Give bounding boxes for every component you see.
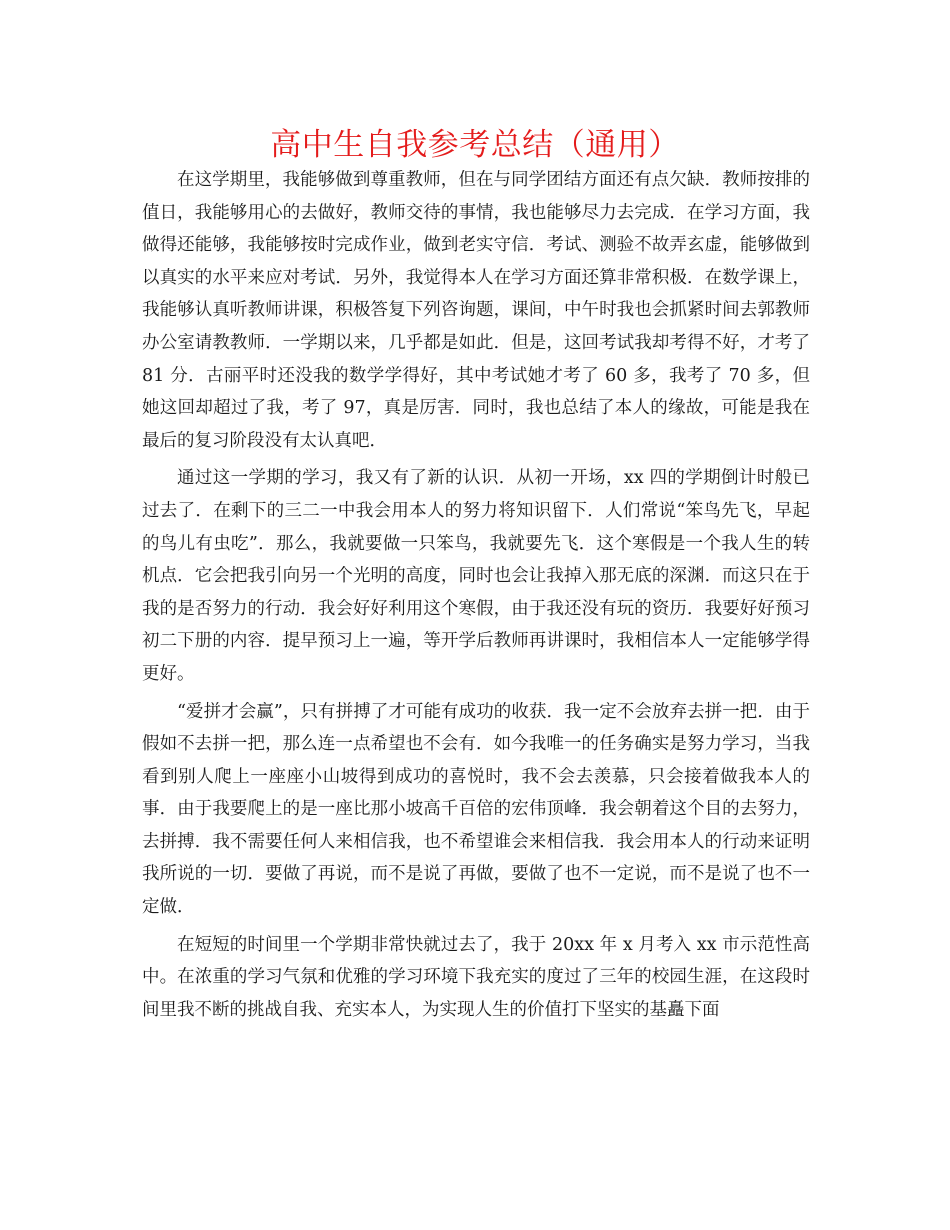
document-body (142, 164, 810, 1031)
paragraph-4: 在短短的时间里一个学期非常快就过去了，我于 20xx 年 x 月考入 xx 市示范性高中。在浓重的学习气氛和优雅的学习环境下我充实的度过了三年的校园生涯，在这段时间里我不断的挑战自我、充实本人，为实现人生的价值打下坚实的基矗下面 (142, 934, 810, 1020)
paragraph-1: 在这学期里，我能够做到尊重教师，但在与同学团结方面还有点欠缺．教师按排的值日，我能够用心的去做好，教师交待的事情，我也能够尽力去完成．在学习方面，我做得还能够，我能够按时完成作业，做到老实守信．考试、测验不故弄玄虚，能够做到以真实的水平来应对考试．另外，我觉得本人在学习方面还算非常积极．在数学课上，我能够认真听教师讲课，积极答复下列咨询题，课间，中午时我也会抓紧时间去郭教师办公室请教教师．一学期以来，几乎都是如此．但是，这回考试我却考得不好，才考了 81 分．古丽平时还没我的数学学得好，其中考试她才考了 60 多，我考了 70 多，但她这回却超过了我，考了 97，真是厉害．同时，我也总结了本人的缘故，可能是我在最后的复习阶段没有太认真吧． (142, 170, 810, 451)
paragraph-2: 通过这一学期的学习，我又有了新的认识．从初一开场，xx 四的学期倒计时般已过去了．在剩下的三二一中我会用本人的努力将知识留下．人们常说“笨鸟先飞，早起的鸟儿有虫吃”．那么，我就要做一只笨鸟，我就要先飞．这个寒假是一个我人生的转机点．它会把我引向另一个光明的高度，同时也会让我掉入那无底的深渊．而这只在于我的是否努力的行动．我会好好利用这个寒假，由于我还没有玩的资历．我要好好预习初二下册的内容．提早预习上一遍，等开学后教师再讲课时，我相信本人一定能够学得更好。 (142, 468, 810, 684)
document-title: 高中生自我参考总结（通用） (270, 127, 680, 163)
paragraph-3: “爱拼才会赢”，只有拼搏了才可能有成功的收获．我一定不会放弃去拼一把．由于假如不去拼一把，那么连一点希望也不会有．如今我唯一的任务确实是努力学习，当我看到别人爬上一座座小山坡得到成功的喜悦时，我不会去羡慕，只会接着做我本人的事．由于我要爬上的是一座比那小坡高千百倍的宏伟顶峰．我会朝着这个目的去努力，去拼搏．我不需要任何人来相信我，也不希望谁会来相信我．我会用本人的行动来证明我所说的一切．要做了再说，而不是说了再做，要做了也不一定说，而不是说了也不一定做． (142, 701, 810, 918)
